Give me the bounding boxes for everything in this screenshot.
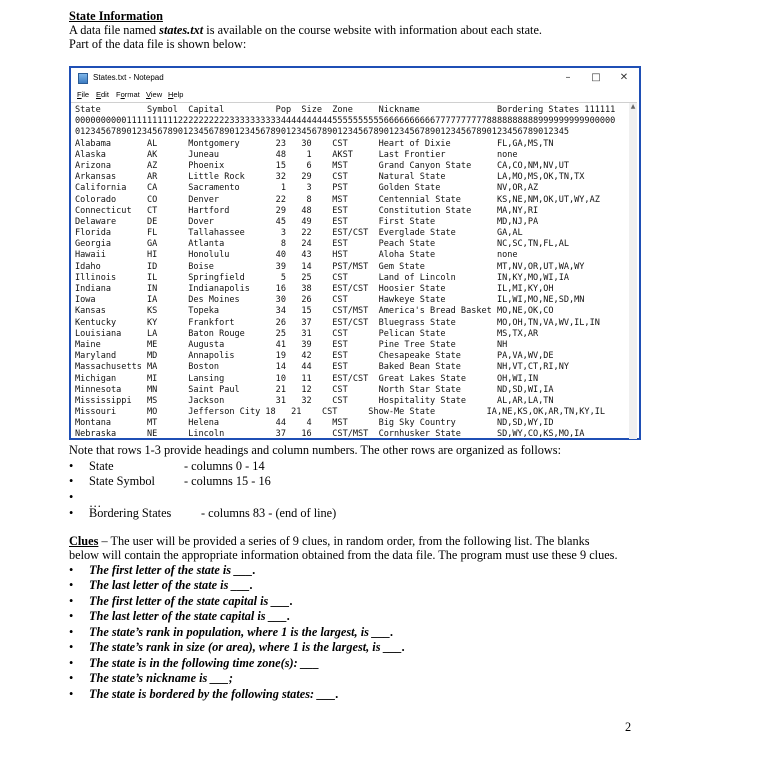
data-row: Florida FL Tallahassee 3 22 EST/CST Everglade State GA,AL <box>75 228 523 239</box>
data-row: Nebraska NE Lincoln 37 16 CST/MST Cornhusker State SD,WY,CO,KS,MO,IA <box>75 429 585 440</box>
clues-heading: Clues <box>69 534 99 548</box>
data-row: Missouri MO Jefferson City 18 21 CST Show-Me State IA,NE,KS,OK,AR,TN,KY,IL <box>75 407 606 418</box>
header-row: 012345678901234567890123456789012345678901234567890123456789012345678901234567890123456789012345 <box>75 127 569 138</box>
notepad-text-area[interactable] <box>71 102 637 439</box>
clue-text: The first letter of the state is ___. <box>89 563 256 577</box>
minimize-button[interactable]: – <box>565 72 571 83</box>
bullet-icon: • <box>69 506 74 520</box>
clues-intro-1 <box>69 534 590 548</box>
data-row: Colorado CO Denver 22 8 MST Centennial State KS,NE,NM,OK,UT,WY,AZ <box>75 194 600 205</box>
notepad-window <box>69 66 641 440</box>
menu-file-rest: ile <box>81 90 90 99</box>
clues-intro-text: – The user will be provided a series of 9 clues, in random order, from the following list. The blanks <box>98 534 590 548</box>
bullet-icon: • <box>69 640 74 654</box>
data-row: Illinois IL Springfield 5 25 CST Land of Lincoln IN,KY,MO,WI,IA <box>75 272 569 283</box>
bullet-icon: • <box>69 687 74 701</box>
data-row: Kentucky KY Frankfort 26 37 EST/CST Bluegrass State MO,OH,TN,VA,WV,IL,IN <box>75 317 600 328</box>
clue-text: The state is bordered by the following states: ___. <box>89 687 339 701</box>
data-row: Delaware DE Dover 45 49 EST First State MD,NJ,PA <box>75 216 539 227</box>
clue-text: The first letter of the state capital is ___. <box>89 594 293 608</box>
column-range: - columns 0 - 14 <box>184 459 265 473</box>
note-text: Note that rows 1-3 provide headings and column numbers. The other rows are organized as follows: <box>69 443 561 457</box>
menu-format-pre: F <box>116 90 121 99</box>
data-row: Mississippi MS Jackson 31 32 CST Hospitality State AL,AR,LA,TN <box>75 395 554 406</box>
clue-text: The state’s rank in size (or area), where 1 is the largest, is ___. <box>89 640 406 654</box>
bullet-icon: • <box>69 625 74 639</box>
menu-view[interactable] <box>146 90 162 99</box>
clues-intro-2: below will contain the appropriate information obtained from the data file. The program must use these 9 clues. <box>69 548 618 562</box>
menu-help-rest: elp <box>173 90 184 99</box>
data-row: Kansas KS Topeka 34 15 CST/MST America's Bread Basket MO,NE,OK,CO <box>75 306 554 317</box>
menu-format[interactable] <box>116 90 140 99</box>
data-row: Idaho ID Boise 39 14 PST/MST Gem State MT,NV,OR,UT,WA,WY <box>75 261 585 272</box>
intro-prefix: A data file named <box>69 23 160 37</box>
section-heading: State Information <box>69 9 163 23</box>
data-row: Hawaii HI Honolulu 40 43 HST Aloha State none <box>75 250 518 261</box>
bullet-icon: • <box>69 474 74 488</box>
data-row: Alabama AL Montgomery 23 30 CST Heart of Dixie FL,GA,MS,TN <box>75 138 554 149</box>
notepad-menubar <box>71 90 639 102</box>
notepad-title: States.txt - Notepad <box>93 73 164 82</box>
bullet-icon: • <box>69 656 74 670</box>
data-row: Louisiana LA Baton Rouge 25 31 CST Pelican State MS,TX,AR <box>75 328 539 339</box>
data-row: Arkansas AR Little Rock 32 29 CST Natural State LA,MO,MS,OK,TN,TX <box>75 172 585 183</box>
bullet-icon: • <box>69 563 74 577</box>
menu-edit[interactable] <box>96 90 109 99</box>
menu-view-mnemonic: V <box>146 90 151 99</box>
bullet-icon: • <box>69 594 74 608</box>
close-button[interactable]: ✕ <box>619 72 629 83</box>
data-row: Iowa IA Des Moines 30 26 CST Hawkeye State IL,WI,MO,NE,SD,MN <box>75 295 585 306</box>
bullet-icon: • <box>69 459 74 473</box>
clue-text: The state’s rank in population, where 1 is the largest, is ___. <box>89 625 394 639</box>
column-name: State <box>89 459 114 473</box>
intro-suffix: is available on the course website with information about each state. <box>203 23 542 37</box>
data-row: California CA Sacramento 1 3 PST Golden State NV,OR,AZ <box>75 183 539 194</box>
data-row: Georgia GA Atlanta 8 24 EST Peach State NC,SC,TN,FL,AL <box>75 239 569 250</box>
bullet-icon: • <box>69 609 74 623</box>
bullet-icon: • <box>69 490 74 504</box>
column-name: State Symbol <box>89 474 155 488</box>
menu-file[interactable] <box>77 90 89 99</box>
menu-format-mnemonic: o <box>120 90 125 99</box>
scroll-up-icon[interactable]: ▲ <box>630 103 636 110</box>
column-name: Bordering States <box>89 506 172 520</box>
menu-format-rest: rmat <box>124 90 140 99</box>
data-row: Alaska AK Juneau 48 1 AKST Last Frontier none <box>75 149 518 160</box>
notepad-icon <box>78 73 88 84</box>
data-row: Minnesota MN Saint Paul 21 12 CST North Star State ND,SD,WI,IA <box>75 384 554 395</box>
maximize-button[interactable]: □ <box>591 72 601 83</box>
column-range: - columns 15 - 16 <box>184 474 271 488</box>
clue-text: The state’s nickname is ___; <box>89 671 233 685</box>
clue-text: The last letter of the state is ___. <box>89 578 253 592</box>
clue-text: The state is in the following time zone(s): ___ <box>89 656 320 670</box>
menu-help[interactable] <box>168 90 183 99</box>
vertical-scrollbar[interactable] <box>629 103 637 439</box>
data-row: Michigan MI Lansing 10 11 EST/CST Great Lakes State OH,WI,IN <box>75 373 539 384</box>
data-row: Maryland MD Annapolis 19 42 EST Chesapeake State PA,VA,WV,DE <box>75 351 554 362</box>
clue-text: The last letter of the state capital is ___. <box>89 609 291 623</box>
menu-file-mnemonic: F <box>77 90 82 99</box>
header-row: State Symbol Capital Pop Size Zone Nickname Bordering States 111111 <box>75 105 616 115</box>
bullet-icon: • <box>69 578 74 592</box>
data-row: Maine ME Augusta 41 39 EST Pine Tree State NH <box>75 339 508 350</box>
bullet-icon: • <box>69 671 74 685</box>
notepad-titlebar <box>71 68 639 90</box>
header-row: 000000000011111111112222222222333333333344444444445555555555666666666677777777778888888888999999999900000 <box>75 116 616 127</box>
notepad-lines <box>75 105 615 441</box>
menu-help-mnemonic: H <box>168 90 174 99</box>
data-row: Montana MT Helena 44 4 MST Big Sky Country ND,SD,WY,ID <box>75 418 554 429</box>
data-row: Massachusetts MA Boston 14 44 EST Baked Bean State NH,VT,CT,RI,NY <box>75 362 569 373</box>
ellipsis: … <box>89 496 102 510</box>
data-row: Connecticut CT Hartford 29 48 EST Constitution State MA,NY,RI <box>75 205 539 216</box>
menu-edit-mnemonic: E <box>96 90 102 99</box>
menu-view-rest: iew <box>150 90 163 99</box>
page-number: 2 <box>625 720 632 734</box>
intro-line-1 <box>69 23 542 37</box>
data-row: Arizona AZ Phoenix 15 6 MST Grand Canyon State CA,CO,NM,NV,UT <box>75 160 569 171</box>
file-name: states.txt <box>159 23 204 37</box>
data-row: Indiana IN Indianapolis 16 38 EST/CST Hoosier State IL,MI,KY,OH <box>75 284 554 294</box>
intro-line-2: Part of the data file is shown below: <box>69 37 247 51</box>
menu-edit-rest: dit <box>101 90 109 99</box>
column-range: - columns 83 - (end of line) <box>201 506 337 520</box>
